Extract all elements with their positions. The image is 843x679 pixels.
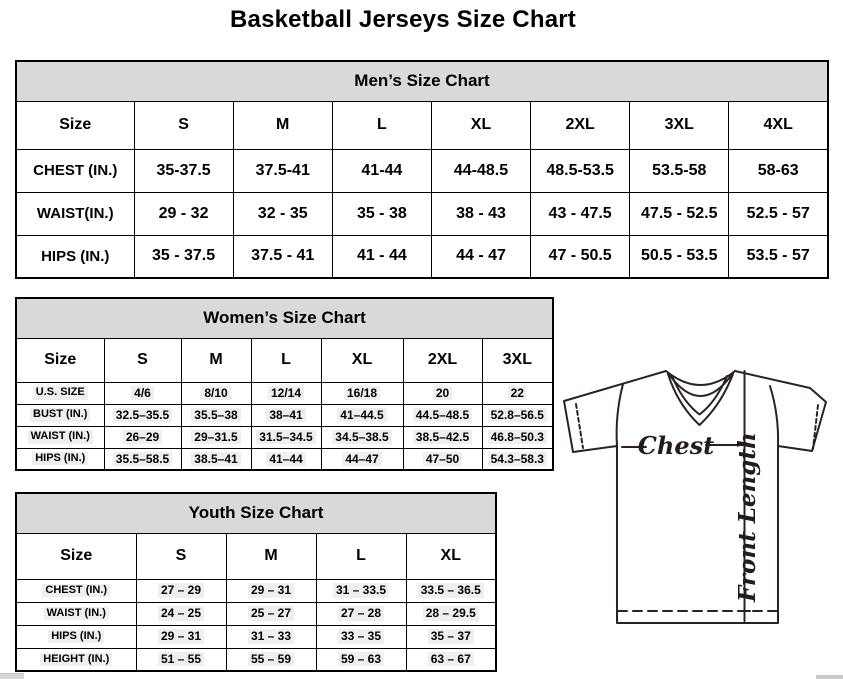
table-cell [104, 448, 181, 470]
column-header: S [134, 101, 233, 149]
cell-text: 35 – 37 [428, 629, 474, 643]
table-row [16, 404, 553, 426]
table-cell: 47 - 50.5 [531, 235, 630, 278]
row-label-text: HIPS (IN.) [48, 630, 104, 643]
cell-text: 34.5–38.5 [332, 430, 391, 444]
youth-size-chart-table [15, 492, 497, 672]
table-cell [316, 625, 406, 648]
cell-text: 47–50 [423, 452, 462, 466]
table-row [16, 382, 553, 404]
row-label-text: U.S. SIZE [33, 386, 88, 399]
cell-text: 33.5 – 36.5 [418, 583, 484, 597]
column-header: M [181, 338, 251, 382]
jersey-sleeve-seam-right [770, 386, 778, 446]
cell-text: 46.8–50.3 [488, 430, 547, 444]
table-cell [482, 382, 553, 404]
table-cell: 38 - 43 [431, 192, 530, 235]
row-label: HIPS (IN.) [16, 235, 134, 278]
cell-text: 41–44 [266, 452, 305, 466]
table-cell [406, 625, 496, 648]
table-cell: 53.5 - 57 [729, 235, 828, 278]
cell-text: 32.5–35.5 [113, 408, 172, 422]
table-cell [403, 448, 482, 470]
cell-text: 54.3–58.3 [488, 452, 547, 466]
youth-chart-title: Youth Size Chart [16, 493, 496, 533]
table-row [16, 426, 553, 448]
table-cell: 37.5-41 [233, 149, 332, 192]
cell-text: 35.5–58.5 [113, 452, 172, 466]
cell-text: 29 – 31 [248, 583, 294, 597]
row-label-text: HIPS (IN.) [32, 452, 88, 465]
table-cell [136, 579, 226, 602]
table-cell [104, 404, 181, 426]
size-header-cell: Size [16, 533, 136, 579]
cell-text: 29 – 31 [158, 629, 204, 643]
table-cell [181, 382, 251, 404]
cell-text: 25 – 27 [248, 606, 294, 620]
table-row [16, 61, 828, 101]
jersey-sleeve-seam-left [617, 384, 623, 446]
cell-text: 27 – 29 [158, 583, 204, 597]
row-label [16, 625, 136, 648]
table-row [16, 533, 496, 579]
table-cell: 35 - 37.5 [134, 235, 233, 278]
row-label [16, 602, 136, 625]
table-cell [251, 426, 321, 448]
table-cell: 50.5 - 53.5 [630, 235, 729, 278]
column-header: XL [321, 338, 403, 382]
table-cell [251, 448, 321, 470]
table-cell [406, 648, 496, 671]
table-cell [321, 404, 403, 426]
table-cell [104, 426, 181, 448]
table-cell [136, 602, 226, 625]
table-cell: 35 - 38 [332, 192, 431, 235]
cell-text: 55 – 59 [248, 652, 294, 666]
table-cell: 47.5 - 52.5 [630, 192, 729, 235]
table-cell [482, 404, 553, 426]
table-cell: 32 - 35 [233, 192, 332, 235]
row-label [16, 579, 136, 602]
table-cell: 35-37.5 [134, 149, 233, 192]
column-header: S [136, 533, 226, 579]
cell-text: 4/6 [131, 386, 154, 400]
cell-text: 44.5–48.5 [413, 408, 472, 422]
table-cell: 44-48.5 [431, 149, 530, 192]
table-cell: 52.5 - 57 [729, 192, 828, 235]
page-title: Basketball Jerseys Size Chart [230, 6, 576, 33]
cell-text: 38.5–41 [191, 452, 240, 466]
cell-text: 28 – 29.5 [423, 606, 479, 620]
cell-text: 16/18 [344, 386, 380, 400]
table-row [16, 192, 828, 235]
row-label-text: CHEST (IN.) [42, 584, 110, 597]
cell-text: 24 – 25 [158, 606, 204, 620]
row-label [16, 448, 104, 470]
table-row [16, 448, 553, 470]
table-row [16, 298, 553, 338]
table-cell [316, 648, 406, 671]
table-cell [321, 448, 403, 470]
table-cell: 41-44 [332, 149, 431, 192]
row-label-text: HEIGHT (IN.) [40, 653, 112, 666]
jersey-cuff-stitch-left [576, 404, 583, 448]
table-cell [181, 448, 251, 470]
front-length-label: Front Length [734, 432, 761, 602]
jersey-outline [564, 371, 826, 623]
table-row [16, 101, 828, 149]
table-cell [406, 602, 496, 625]
table-cell [406, 579, 496, 602]
womens-chart-title: Women’s Size Chart [16, 298, 553, 338]
table-cell: 58-63 [729, 149, 828, 192]
table-cell [316, 602, 406, 625]
row-label-text: WAIST (IN.) [44, 607, 109, 620]
chest-label: Chest [637, 431, 715, 460]
table-row [16, 338, 553, 382]
table-cell [316, 579, 406, 602]
column-header: 3XL [630, 101, 729, 149]
table-row [16, 149, 828, 192]
column-header: XL [431, 101, 530, 149]
table-cell: 53.5-58 [630, 149, 729, 192]
column-header: XL [406, 533, 496, 579]
row-label [16, 382, 104, 404]
size-header-cell: Size [16, 338, 104, 382]
column-header: L [316, 533, 406, 579]
table-row [16, 625, 496, 648]
table-row [16, 235, 828, 278]
row-label-text: BUST (IN.) [30, 408, 90, 421]
cell-text: 29–31.5 [191, 430, 240, 444]
mens-size-chart-table [15, 60, 829, 279]
table-cell [403, 404, 482, 426]
cell-text: 27 – 28 [338, 606, 384, 620]
cell-text: 52.8–56.5 [488, 408, 547, 422]
table-cell [104, 382, 181, 404]
cell-text: 41–44.5 [337, 408, 386, 422]
table-cell: 37.5 - 41 [233, 235, 332, 278]
cell-text: 38–41 [266, 408, 305, 422]
table-cell [226, 625, 316, 648]
mens-chart-title: Men’s Size Chart [16, 61, 828, 101]
cell-text: 63 – 67 [428, 652, 474, 666]
horizontal-scrollbar-fragment-left[interactable] [0, 673, 24, 679]
table-cell: 41 - 44 [332, 235, 431, 278]
table-cell: 44 - 47 [431, 235, 530, 278]
cell-text: 44–47 [342, 452, 381, 466]
row-label: CHEST (IN.) [16, 149, 134, 192]
cell-text: 20 [433, 386, 452, 400]
table-cell [226, 648, 316, 671]
column-header: 2XL [403, 338, 482, 382]
cell-text: 31.5–34.5 [256, 430, 315, 444]
cell-text: 31 – 33 [248, 629, 294, 643]
row-label [16, 426, 104, 448]
table-cell [321, 426, 403, 448]
table-cell [321, 382, 403, 404]
column-header: L [332, 101, 431, 149]
table-cell [136, 648, 226, 671]
table-cell [136, 625, 226, 648]
table-cell [482, 448, 553, 470]
table-cell: 48.5-53.5 [531, 149, 630, 192]
size-header-cell: Size [16, 101, 134, 149]
table-cell [226, 602, 316, 625]
table-row [16, 579, 496, 602]
row-label-text: WAIST (IN.) [28, 430, 93, 443]
row-label [16, 404, 104, 426]
table-cell [482, 426, 553, 448]
column-header: S [104, 338, 181, 382]
cell-text: 35.5–38 [191, 408, 240, 422]
table-cell [181, 404, 251, 426]
table-cell: 43 - 47.5 [531, 192, 630, 235]
jersey-cuff-stitch-right [813, 405, 818, 449]
cell-text: 8/10 [201, 386, 230, 400]
row-label: WAIST(IN.) [16, 192, 134, 235]
column-header: L [251, 338, 321, 382]
column-header: 2XL [531, 101, 630, 149]
table-cell [251, 404, 321, 426]
cell-text: 51 – 55 [158, 652, 204, 666]
column-header: 4XL [729, 101, 828, 149]
column-header: 3XL [482, 338, 553, 382]
column-header: M [226, 533, 316, 579]
cell-text: 59 – 63 [338, 652, 384, 666]
row-label [16, 648, 136, 671]
table-row [16, 602, 496, 625]
table-cell [403, 426, 482, 448]
cell-text: 33 – 35 [338, 629, 384, 643]
cell-text: 22 [508, 386, 527, 400]
womens-size-chart-table [15, 297, 554, 471]
table-cell: 29 - 32 [134, 192, 233, 235]
table-cell [226, 579, 316, 602]
table-row [16, 648, 496, 671]
table-cell [251, 382, 321, 404]
table-cell [403, 382, 482, 404]
cell-text: 12/14 [268, 386, 304, 400]
cell-text: 31 – 33.5 [333, 583, 389, 597]
jersey-vneck-outer [668, 374, 733, 425]
table-row [16, 493, 496, 533]
jersey-diagram [556, 357, 841, 675]
cell-text: 26–29 [123, 430, 162, 444]
column-header: M [233, 101, 332, 149]
table-cell [181, 426, 251, 448]
horizontal-scrollbar-fragment-right[interactable] [816, 675, 843, 679]
cell-text: 38.5–42.5 [413, 430, 472, 444]
